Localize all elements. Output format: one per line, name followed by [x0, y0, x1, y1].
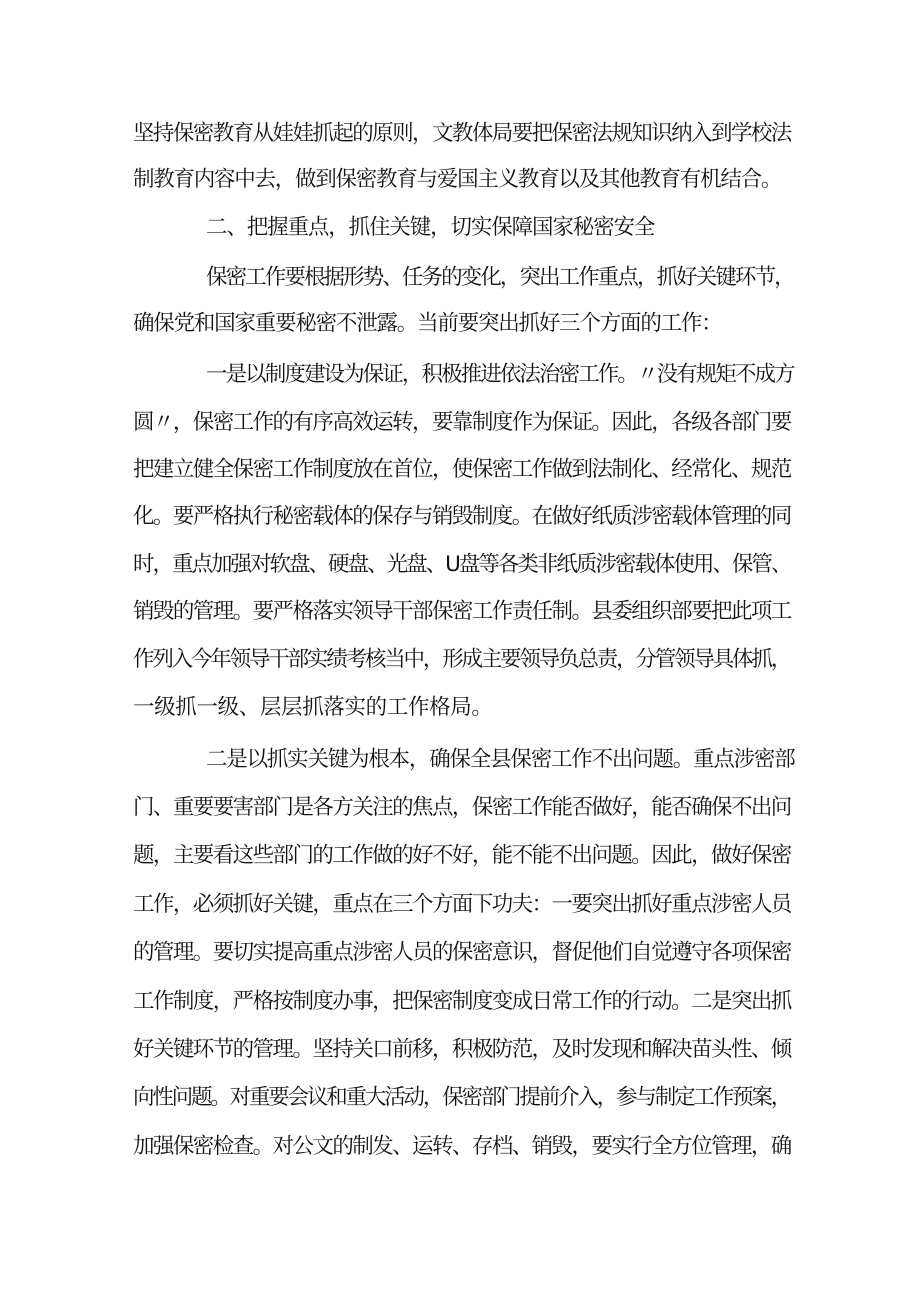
text-line: 坚持保密教育从娃娃抓起的原则，文教体局要把保密法规知识纳入到学校法 [133, 121, 791, 146]
section-heading: 二、把握重点，抓住关键，切实保障国家秘密安全 [206, 215, 655, 240]
text-line: 圆〃，保密工作的有序高效运转，要靠制度作为保证。因此，各级各部门要 [133, 410, 791, 435]
text-line: 的管理。要切实提高重点涉密人员的保密意识，督促他们自觉遵守各项保密 [133, 940, 791, 965]
text-line: 一级抓一级、层层抓落实的工作格局。 [133, 695, 493, 720]
text-line: 工作，必须抓好关键，重点在三个方面下功夫：一要突出抓好重点涉密人员 [133, 892, 791, 917]
text-line: 化。要严格执行秘密载体的保存与销毁制度。在做好纸质涉密载体管理的同 [133, 504, 791, 529]
text-line: 向性问题。对重要会议和重大活动，保密部门提前介入，参与制定工作预案， [133, 1085, 791, 1110]
text-line: 销毁的管理。要严格落实领导干部保密工作责任制。县委组织部要把此项工 [133, 599, 791, 624]
text-line: 题，主要看这些部门的工作做的好不好，能不能不出问题。因此，做好保密 [133, 843, 791, 868]
text-line: 确保党和国家重要秘密不泄露。当前要突出抓好三个方面的工作： [133, 311, 722, 336]
text-line: 好关键环节的管理。坚持关口前移，积极防范，及时发现和解决苗头性、倾 [133, 1037, 791, 1062]
text-line: 加强保密检查。对公文的制发、运转、存档、销毁，要实行全方位管理，确 [133, 1134, 791, 1159]
text-line: 作列入今年领导干部实绩考核当中，形成主要领导负总责，分管领导具体抓， [133, 647, 791, 672]
text-line: 制教育内容中去，做到保密教育与爱国主义教育以及其他教育有机结合。 [133, 167, 782, 192]
text-line: 二是以抓实关键为根本，确保全县保密工作不出问题。重点涉密部 [206, 747, 795, 772]
text-line: 门、重要要害部门是各方关注的焦点，保密工作能否做好，能否确保不出问 [133, 795, 791, 820]
text-line: 工作制度，严格按制度办事，把保密制度变成日常工作的行动。二是突出抓 [133, 989, 791, 1014]
text-line: 一是以制度建设为保证，积极推进依法治密工作。〃没有规矩不成方 [206, 362, 794, 387]
text-line: 保密工作要根据形势、任务的变化，突出工作重点，抓好关键环节， [206, 265, 794, 290]
text-line: 时，重点加强对软盘、硬盘、光盘、U盘等各类非纸质涉密载体使用、保管、 [133, 552, 791, 577]
text-line: 把建立健全保密工作制度放在首位，使保密工作做到法制化、经常化、规范 [133, 457, 791, 482]
